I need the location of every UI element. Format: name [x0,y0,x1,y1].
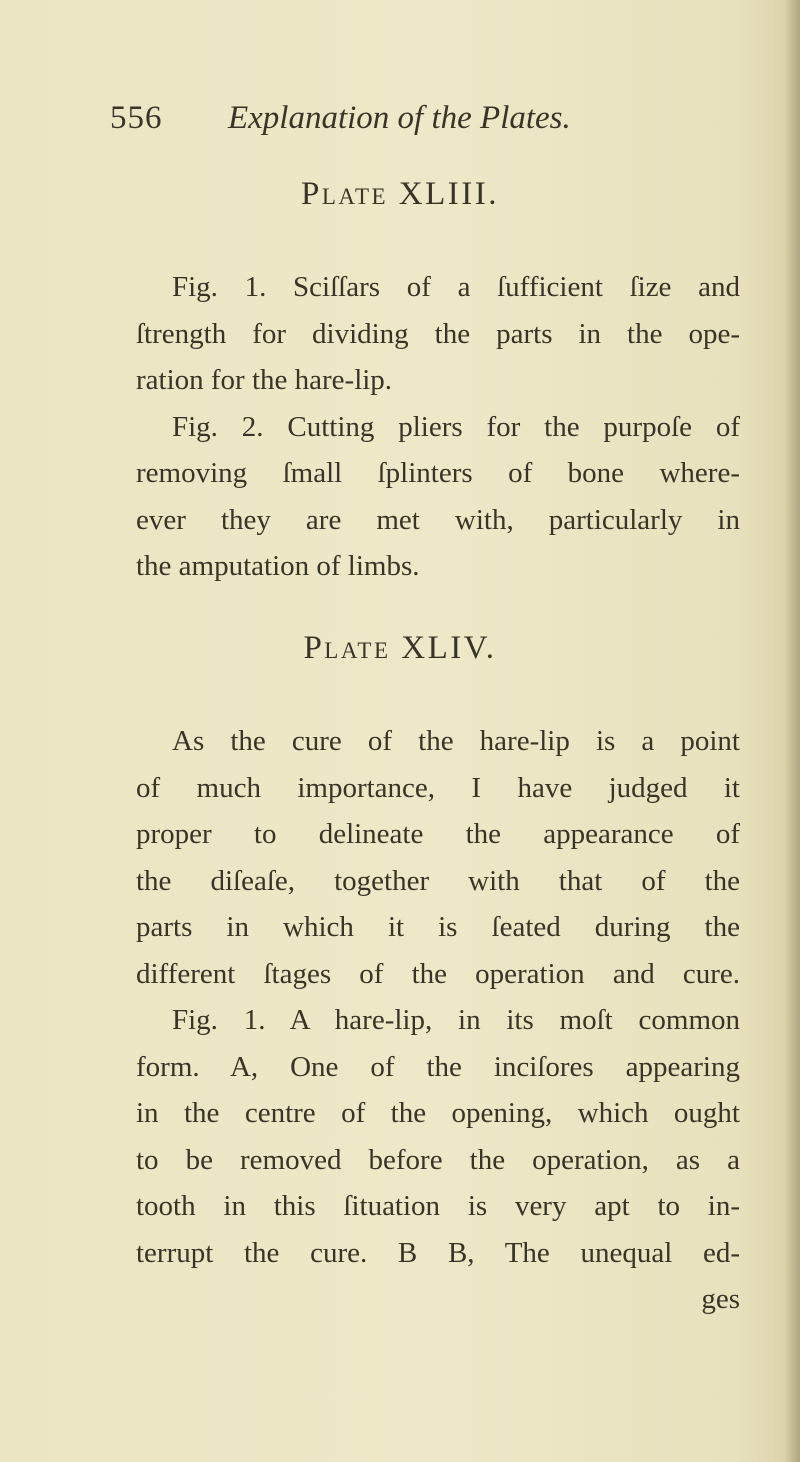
running-head [110,100,710,144]
text-line: ration for the hare-lip. [136,364,393,396]
text-line: terrupt the cure. B B, The unequal ed- [136,1236,740,1269]
page-number: 556 [110,100,163,136]
plate-xliii-text [136,264,740,590]
text-line: As the cure of the hare-lip is a point [172,725,740,757]
text-line: tooth in this ſituation is very apt to in- [136,1190,740,1222]
catchword: ges [701,1283,740,1315]
plate-xliv-text [136,718,740,1323]
text-line: removing ſmall ſplinters of bone where- [136,457,740,489]
text-line: the amputation of limbs. [136,550,420,582]
text-line: Fig. 2. Cutting pliers for the purpoſe of [172,410,740,443]
text-line: different ſtages of the operation and cure. [136,957,740,990]
text-line: Fig. 1. Sciſſars of a ſufficient ſize and [172,271,740,303]
text-line: parts in which it is ſeated during the [136,911,740,943]
page-edge-shadow [784,0,800,1462]
plate-xliii-heading: Plate XLIII. [300,176,500,212]
plate-xliv-heading: Plate XLIV. [303,630,497,666]
text-line: form. A, One of the inciſores appearing [136,1050,740,1083]
text-line: ſtrength for dividing the parts in the ope- [136,317,740,350]
text-line: Fig. 1. A hare-lip, in its moſt common [172,1004,740,1036]
text-line: the diſeaſe, together with that of the [136,864,740,897]
text-line: proper to delineate the appearance of [136,818,740,850]
text-line: ever they are met with, particularly in [136,503,740,536]
text-line: of much importance, I have judged it [136,771,740,804]
text-line: in the centre of the opening, which ought [136,1097,740,1129]
text-line: to be removed before the operation, as a [136,1143,740,1176]
running-title: Explanation of the Plates. [228,100,571,136]
